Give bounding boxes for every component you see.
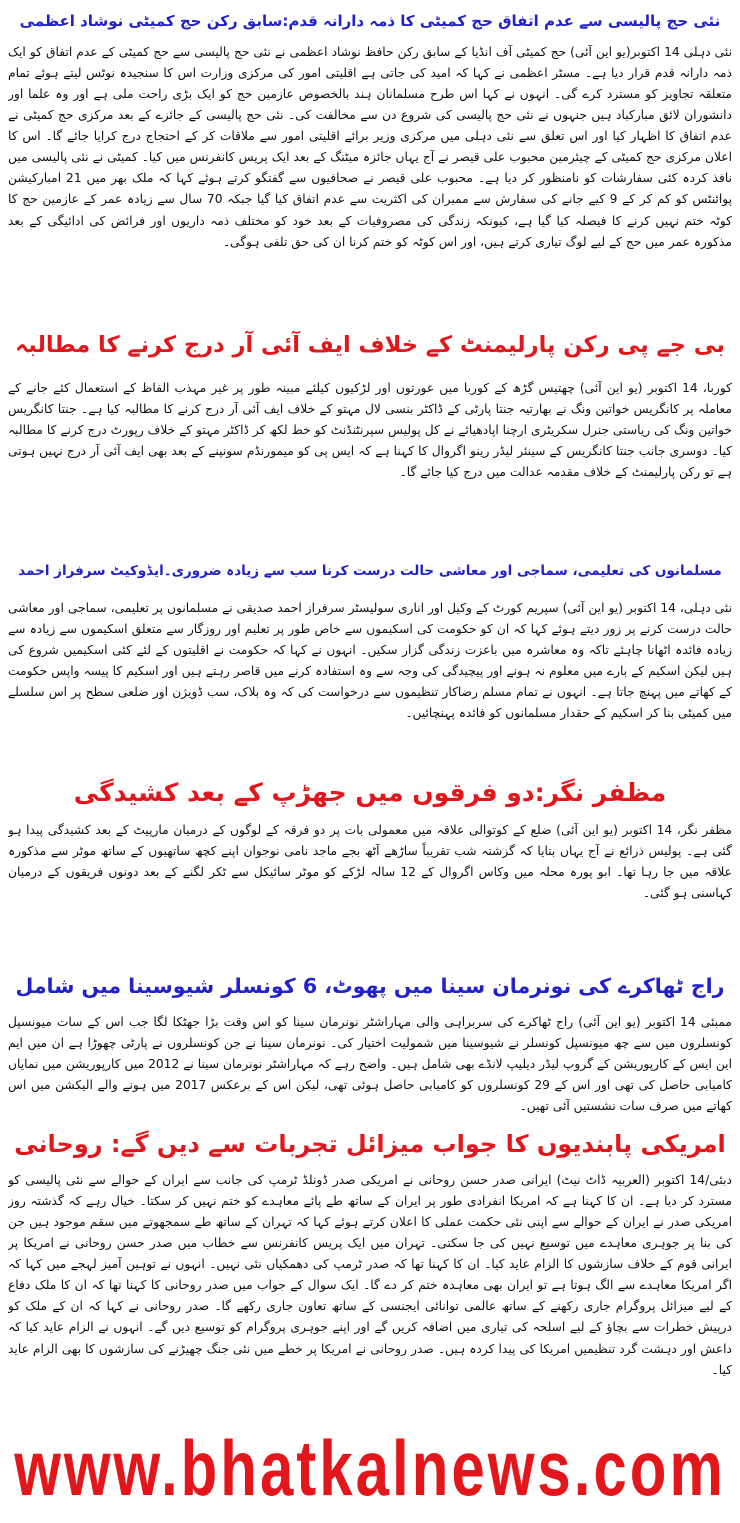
site-url: www.bhatkalnews.com xyxy=(14,1424,726,1512)
article-1-body: نئی دہلی 14 اکتوبر(یو این آئی) حج کمیٹی آف انڈیا کے سابق رکن حافظ نوشاد اعظمی نے نئی حج پالیسی سے حج کمیٹی کے عدم اتفاق کو ایک ذمہ دارانہ قدم قرار دیا ہے۔ مسٹر اعظمی نے کہا کہ امید کی جاتی ہے اقلیتی امور کی مرکزی وزارت اس کا سنجیدہ نوٹس لیتے ہوئے تمام متعلقہ تجاویز کو مسترد کرے گی۔ انہوں نے کہا اس طرح مسلمانان ہند بالخصوص عازمین حج کو ایک بڑی راحت ملی ہے اور وہ علما اور دانشوران لائق مبارکباد ہیں جنہوں نے نئی حج پالیسی کی شروع دن سے مخالفت کی۔ نئی حج پالیسی کے جائزے کے بعد مرکزی حج کمیٹی نے عدم اتفاق کا اظہار کیا اور اس تعلق سے نئی دہلی میں مرکزی وزیر برائے اقلیتی امور سے ملاقات کر کے احتجاج درج کرایا جائے گا۔ اس کا اعلان مرکزی حج کمیٹی کے چیئرمین محبوب علی قیصر نے آج یہاں جائزہ میٹنگ کے بعد ایک پریس کانفرنس میں کیا۔ کمیٹی نے نئی پالیسی میں نافذ کردہ کئی سفارشات کو نامنظور کر دیا ہے۔ محبوب علی قیصر نے صحافیوں سے گفتگو کرتے ہوئے کہا کہ ملک بھر میں 21 امبارکیشن پوائنٹس کو کم کر کے 9 کیے جانے کی سفارش سے ممبران کی اکثریت سے عدم اتفاق کیا گیا جبکہ 70 سال سے زیادہ عمر کے عازمین حج کا کوٹہ ختم نہیں کرنے کا فیصلہ کیا گیا ہے، کیونکہ زندگی کی مصروفیات کے بعد خود کو مختلف ذمہ داریوں اور فرائض کی ادائیگی کے بعد مذکورہ عمر میں حج کے لیے لوگ تیاری کرتے ہیں، اور اس کوٹہ کو ختم کرنا ان کی حق تلفی ہوگی۔ xyxy=(8,45,732,249)
article-2-headline: بی جے پی رکن پارلیمنٹ کے خلاف ایف آئی آر درج کرنے کا مطالبہ xyxy=(15,331,725,358)
article-5-headline: راج ٹھاکرے کی نونرمان سینا میں پھوٹ، 6 کونسلر شیوسینا میں شامل xyxy=(15,973,725,998)
article-3-headline: مسلمانوں کی تعلیمی، سماجی اور معاشی حالت درست کرنا سب سے زیادہ ضروری۔ایڈوکیٹ سرفراز احمد xyxy=(18,562,722,579)
article-5-headline-box xyxy=(8,964,732,1008)
article-5-body: ممبئی 14 اکتوبر (یو این آئی) راج ٹھاکرے کی سربراہی والی مہاراشٹر نونرمان سینا کو اس وقت بڑا جھٹکا لگا جب اس کے سات میونسپل کونسلروں میں سے چھ میونسپل کونسلر نے شیوسینا میں شمولیت اختیار کی۔ نونرمان سینا نے جن کونسلروں نے پارٹی چھوڑا ہے ان میں ایم این ایس کے کارپوریشن کے گروپ لیڈر دیلیپ لانڈے بھی شامل ہیں۔ واضح رہے کہ مہاراشٹر نونرمان سینا نے 2012 میں کارپوریشن میں نمایاں کامیابی حاصل کی تھی اور اس کے 29 کونسلروں کو کامیابی حاصل ہوئی تھی، لیکن اس کے برعکس 2017 میں ہونے والے الیکشن میں اس کھاتے میں صرف سات نشستیں آئی تھیں۔ xyxy=(8,1015,732,1114)
article-6-headline-box xyxy=(8,1122,732,1166)
article-4-headline-box xyxy=(8,772,732,814)
article-4-body: مظفر نگر، 14 اکتوبر (یو این آئی) ضلع کے کوتوالی علاقہ میں معمولی بات پر دو فرقہ کے لوگوں کے درمیان مارپیٹ کے بعد کشیدگی پیدا ہو گئی ہے۔ پولیس ذرائع نے آج یہاں بتایا کہ گزشتہ شب تقریباً ساڑھے آٹھ بجے ماجد نامی نوجوان اپنے کچھ ساتھیوں کے ساتھ موٹر سے مذکورہ علاقہ میں جا رہا تھا۔ ابو پورہ محلہ میں وکاس اگروال کے 12 سالہ لڑکے کو موٹر سائیکل سے ٹکر لگنے کے بعد دونوں فریقوں کے درمیان کہاسنی ہو گئی۔ xyxy=(8,823,732,901)
article-1-headline-box xyxy=(8,4,732,38)
article-1-headline: نئی حج پالیسی سے عدم اتفاق حج کمیٹی کا ذمہ دارانہ قدم:سابق رکن حج کمیٹی نوشاد اعظمی xyxy=(19,12,721,30)
article-4-headline: مظفر نگر:دو فرقوں میں جھڑپ کے بعد کشیدگی xyxy=(73,778,667,807)
article-3-body: نئی دہلی، 14 اکتوبر (یو این آئی) سپریم کورٹ کے وکیل اور اناری سولیسٹر سرفراز احمد صدیقی نے مسلمانوں پر تعلیمی، سماجی اور معاشی حالت درست کرنے پر زور دیتے ہوئے کہا کہ ان کو حکومت کی اسکیموں سے خاص طور پر تعلیم اور روزگار سے متعلق اسکیموں سے زیادہ سے زیادہ فائدہ اٹھانا چاہئے تاکہ وہ معاشرہ میں باعزت زندگی گزار سکیں۔ انہوں نے کہا کہ حکومت نے اقلیتوں کے لئے کئی اسکیمیں شروع کی ہیں لیکن اسکیم کے بارے میں معلوم نہ ہونے اور پیچیدگی کی وجہ سے وہ استفادہ کرنے میں قاصر رہتے ہیں اور اسکیم کا پیسہ واپس حکومت کے کھاتے میں پہنچ جاتا ہے۔ انہوں نے تمام مسلم رضاکار تنظیموں سے درخواست کی کہ وہ بلاک، سب ڈویژن اور ضلعی سطح پر اس سلسلے میں کمیٹی بنا کر اسکیم کے حقدار مسلمانوں کو فائدہ پہنچائیں۔ xyxy=(8,601,732,721)
footer-banner xyxy=(8,1420,732,1518)
article-3-headline-box xyxy=(8,550,732,592)
article-2-body: کوربا، 14 اکتوبر (یو این آئی) چھتیس گڑھ کے کوربا میں عورتوں اور لڑکیوں کیلئے مبینہ طور پر غیر مہذب الفاظ کے استعمال کئے جانے کے معاملہ پر کانگریس خواتین ونگ نے بھارتیہ جنتا پارٹی کے ڈاکٹر بنسی لال مہتو کے خلاف ایف آئی آر درج کرنے کا مطالبہ کیا ہے۔ جنتا کانگریس خواتین ونگ کی ریاستی جنرل سکریٹری ارچنا اپادھیائے نے کل پولیس سپرنٹنڈنٹ کو خط لکھ کر ڈاکٹر مہتو کے خلاف رپورٹ درج کرنے کا مطالبہ کیا۔ دوسری جانب جنتا کانگریس کے سینئر لیڈر رینو اگروال کا کہنا ہے کہ ایس پی کو میمورنڈم سونپنے کے بعد بھی ایف آئی آر درج نہیں ہوتی ہے تو رکن پارلیمنٹ کے خلاف مقدمہ عدالت میں درج کیا جائے گا۔ xyxy=(8,381,732,480)
article-6-headline: امریکی پابندیوں کا جواب میزائل تجربات سے دیں گے: روحانی xyxy=(14,1129,726,1158)
article-6-body: دبئی/14 اکتوبر (العربیہ ڈاٹ نیٹ) ایرانی صدر حسن روحانی نے امریکی صدر ڈونلڈ ٹرمپ کی جانب سے ایران کے حوالے سے نئی پالیسی کو مسترد کر دیا ہے۔ ان کا کہنا ہے کہ امریکا انفرادی طور پر ایران کے ساتھ طے پائے معاہدے کو ختم نہیں کر سکتا۔ خیال رہے کہ گذشتہ روز امریکی صدر نے ایران کے حوالے سے اپنی نئی حکمت عملی کا اعلان کرتے ہوئے کہا کہ تہران کے ساتھ طے سمجھوتے میں سقم موجود ہیں جن کی بنا پر جوہری معاہدے میں توسیع نہیں کی جا سکتی۔ تہران میں ایک پریس کانفرنس سے خطاب میں صدر حسن روحانی نے امریکا پر ایرانی قوم کے خلاف سازشوں کا الزام عاید کیا۔ ان کا کہنا تھا کہ صدر ٹرمپ کی دھمکیاں نئی نہیں۔ انہوں نے توہین آمیز لہجے میں کہا کہ اگر امریکا معاہدے سے الگ ہوتا ہے تو ایران بھی معاہدہ ختم کر دے گا۔ ایک سوال کے جواب میں صدر روحانی کا کہنا تھا کہ ان کا ملک دفاع کے لیے میزائل پروگرام جاری رکھنے کے ساتھ عالمی توانائی ایجنسی کے ساتھ تعاون جاری رکھے گا۔ صدر روحانی نے کہا کہ ان کے ملک کو درپیش خطرات سے بچاؤ کے لیے اسلحہ کی تیاری میں اضافہ کریں گے اور اپنے جوہری پروگرام کو توسیع دیں گے۔ انہوں نے الزام عاید کیا کہ داعش اور دہشت گرد تنظیمیں امریکا کی پیدا کردہ ہیں۔ صدر روحانی نے امریکا پر خطے میں نئی جنگ چھیڑنے کی سازشوں کا بھی الزام عاید کیا۔ xyxy=(8,1173,732,1377)
article-2-headline-box xyxy=(8,320,732,370)
